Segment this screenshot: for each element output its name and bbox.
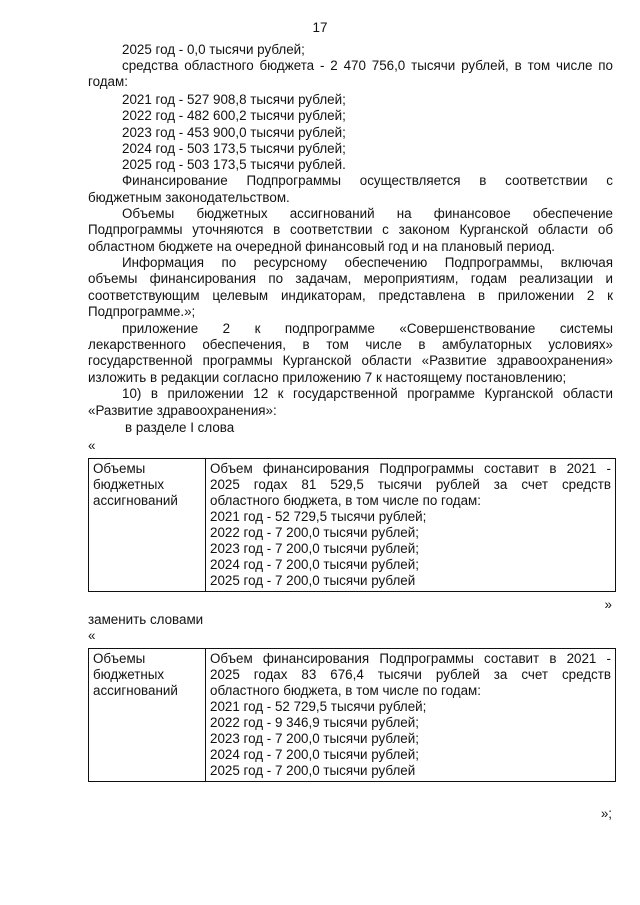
body-line: 2024 год - 7 200,0 тысячи рублей; <box>210 557 419 572</box>
text-line: Информация по ресурсному обеспечению Подпрограммы, включая <box>122 255 613 270</box>
page-number: 17 <box>312 20 328 35</box>
text-line: 2022 год - 482 600,2 тысячи рублей; <box>122 108 346 123</box>
body-line: Объем финансирования Подпрограммы составит в 2021 - <box>210 461 611 476</box>
label-line: бюджетных <box>93 667 165 682</box>
text-line: государственной программы Курганской области «Развитие здравоохранения» <box>88 353 613 368</box>
label-line: бюджетных <box>93 477 165 492</box>
body-line: 2023 год - 7 200,0 тысячи рублей; <box>210 541 419 556</box>
text-line: 2021 год - 527 908,8 тысячи рублей; <box>122 92 346 107</box>
text-line: 10) в приложении 12 к государственной программе Курганской области <box>122 386 613 401</box>
text-line: Объемы бюджетных ассигнований на финансовое обеспечение <box>122 206 613 221</box>
body-line: 2025 годах 83 676,4 тысячи рублей за счет средств <box>210 667 611 682</box>
body-line: 2024 год - 7 200,0 тысячи рублей; <box>210 747 419 762</box>
text-line: изложить в редакции согласно приложению 7 к настоящему постановлению; <box>88 370 567 385</box>
body-line: 2025 год - 7 200,0 тысячи рублей <box>210 573 416 588</box>
text-line: 2025 год - 0,0 тысячи рублей; <box>122 42 305 57</box>
table-label-cell <box>89 459 206 592</box>
label-line: ассигнований <box>93 493 178 508</box>
open-quote: « <box>88 438 96 453</box>
text-line: 2023 год - 453 900,0 тысячи рублей; <box>122 125 346 140</box>
close-quote: » <box>604 597 612 612</box>
body-line: 2022 год - 9 346,9 тысячи рублей; <box>210 715 419 730</box>
text-line: 2025 год - 503 173,5 тысячи рублей. <box>122 157 346 172</box>
label-line: Объемы <box>93 461 146 476</box>
table-label-cell <box>89 649 206 782</box>
text-line: объемы финансирования по задачам, мероприятиям, годам реализации и <box>88 271 613 286</box>
body-line: областного бюджета, в том числе по годам: <box>210 493 481 508</box>
body-line: 2023 год - 7 200,0 тысячи рублей; <box>210 731 419 746</box>
text-line: годам: <box>88 74 128 89</box>
text-line: Финансирование Подпрограммы осуществляется в соответствии с <box>122 173 613 188</box>
body-line: 2022 год - 7 200,0 тысячи рублей; <box>210 525 419 540</box>
body-line: 2021 год - 52 729,5 тысячи рублей; <box>210 509 427 524</box>
text-line: «Развитие здравоохранения»: <box>88 403 277 418</box>
table-body-cell <box>206 649 616 782</box>
body-line: Объем финансирования Подпрограммы составит в 2021 - <box>210 651 611 666</box>
body-line: областного бюджета, в том числе по годам: <box>210 683 481 698</box>
text-line: лекарственного обеспечения, в том числе в амбулаторных условиях» <box>88 337 613 352</box>
text-line: средства областного бюджета - 2 470 756,0 тысячи рублей, в том числе по <box>122 58 613 73</box>
label-line: ассигнований <box>93 683 178 698</box>
funding-table-new <box>88 648 616 782</box>
label-line: Объемы <box>93 651 146 666</box>
open-quote: « <box>88 628 96 643</box>
body-line: 2021 год - 52 729,5 тысячи рублей; <box>210 699 427 714</box>
text-line: Подпрограмме.»; <box>88 304 196 319</box>
text-line: в разделе I слова <box>125 420 235 435</box>
text-line: Подпрограммы уточняются в соответствии с законом Курганской области об <box>88 222 613 237</box>
text-line: приложение 2 к подпрограмме «Совершенствование системы <box>122 321 613 336</box>
close-quote: »; <box>600 806 612 821</box>
text-line: бюджетным законодательством. <box>88 190 290 205</box>
table-body-cell <box>206 459 616 592</box>
body-line: 2025 годах 81 529,5 тысячи рублей за счет средств <box>210 477 611 492</box>
replace-instruction: заменить словами <box>88 612 204 627</box>
body-line: 2025 год - 7 200,0 тысячи рублей <box>210 763 416 778</box>
funding-table-old <box>88 458 616 592</box>
text-line: областном бюджете на очередной финансовый год и на плановый период. <box>88 239 555 254</box>
text-line: 2024 год - 503 173,5 тысячи рублей; <box>122 141 346 156</box>
text-line: соответствующим целевым индикаторам, представлена в приложении 2 к <box>88 288 613 303</box>
